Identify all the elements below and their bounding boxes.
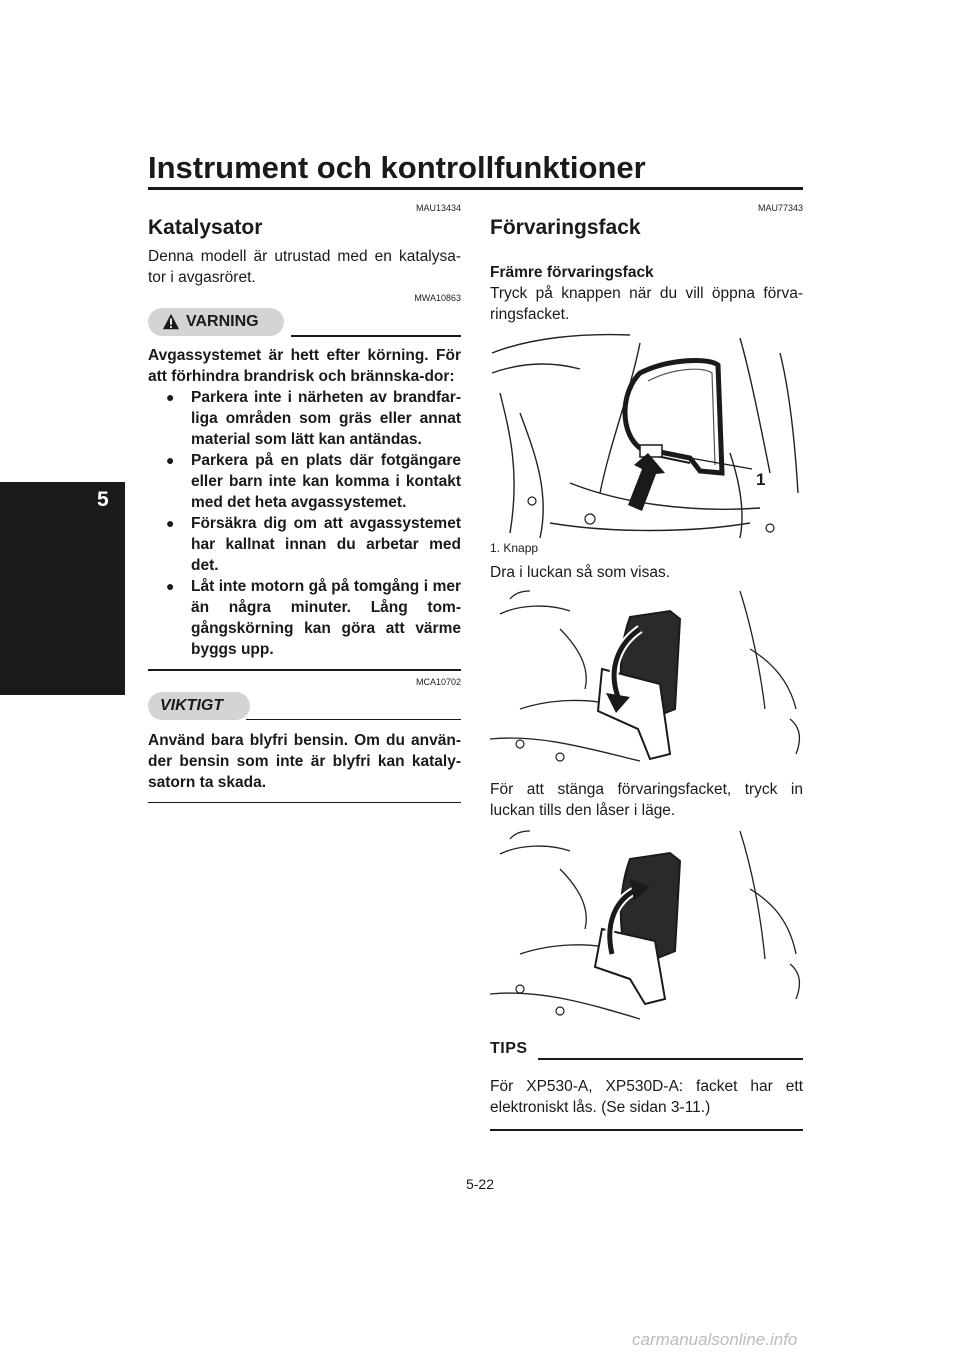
notice-end-rule [148, 802, 461, 804]
section-code: MAU13434 [415, 203, 461, 213]
tips-label: TIPS [490, 1040, 528, 1057]
notice-badge [148, 692, 250, 720]
notice-header [148, 692, 461, 722]
compartment-intro: Tryck på knappen när du vill öppna förva-ringsfacket. [490, 285, 803, 323]
step-close-lid: För att stänga förvaringsfacket, tryck in luckan tills den låser i läge. [490, 781, 803, 819]
warning-label: VARNING [186, 313, 259, 330]
tips-header [490, 1038, 803, 1064]
section-code: MAU77343 [757, 203, 803, 213]
warning-rule [291, 335, 461, 337]
warning-code: MWA10863 [414, 293, 461, 303]
section-heading-forvaringsfack: Förvaringsfack [490, 216, 641, 239]
notice-label: VIKTIGT [160, 696, 224, 714]
figure-open-button [490, 333, 803, 538]
tips-end-rule [490, 1129, 803, 1131]
list-item: ● Parkera inte i närheten av brandfar-liga områden som gräs eller annat material som lätt kan antändas. [166, 387, 461, 450]
notice-rule [246, 719, 461, 721]
chapter-number: 5 [97, 488, 109, 511]
list-item: ● Försäkra dig om att avgassystemet har kallnat innan du arbetar med det. [166, 513, 461, 576]
notice-code: MCA10702 [415, 676, 461, 687]
warning-lead: Avgassystemet är hett efter körning. För att förhindra brandrisk och brännska-dor: [148, 347, 461, 385]
title-rule [148, 187, 803, 190]
tips-text: För XP530-A, XP530D-A: facket har ett elektroniskt lås. (Se sidan 3-11.) [490, 1078, 803, 1116]
callout-number: 1 [756, 470, 766, 489]
figure-caption: 1. Knapp [490, 541, 539, 555]
warning-header [148, 308, 461, 338]
step-pull-lid: Dra i luckan så som visas. [490, 564, 671, 581]
list-item: ● Parkera på en plats där fotgängare eller barn inte kan komma i kontakt med det heta avgassystemet. [166, 450, 461, 513]
figure-pull-lid [490, 589, 803, 769]
section-heading-katalysator: Katalysator [148, 216, 263, 239]
subheading-front-compartment: Främre förvaringsfack [490, 264, 654, 281]
warning-badge [148, 308, 284, 336]
right-column [490, 200, 803, 1131]
warning-end-rule [148, 669, 461, 671]
figure-close-lid [490, 829, 803, 1034]
catalyst-intro: Denna modell är utrustad med en katalysa-tor i avgasröret. [148, 248, 461, 286]
tips-rule [538, 1058, 803, 1060]
watermark: carmanualsonline.info [632, 1330, 798, 1349]
warning-icon [162, 313, 180, 331]
notice-text: Använd bara blyfri bensin. Om du använ-der bensin som inte är blyfri kan kataly-satorn ta skada. [148, 731, 461, 791]
page-title: Instrument och kontrollfunktioner [148, 150, 646, 185]
list-item: ● Låt inte motorn gå på tomgång i mer än några minuter. Lång tom-gångskörning kan göra att värme byggs upp. [166, 576, 461, 660]
left-column [148, 200, 461, 803]
warning-list [148, 387, 461, 660]
chapter-tab [0, 482, 125, 695]
page-number: 5-22 [465, 1176, 495, 1192]
